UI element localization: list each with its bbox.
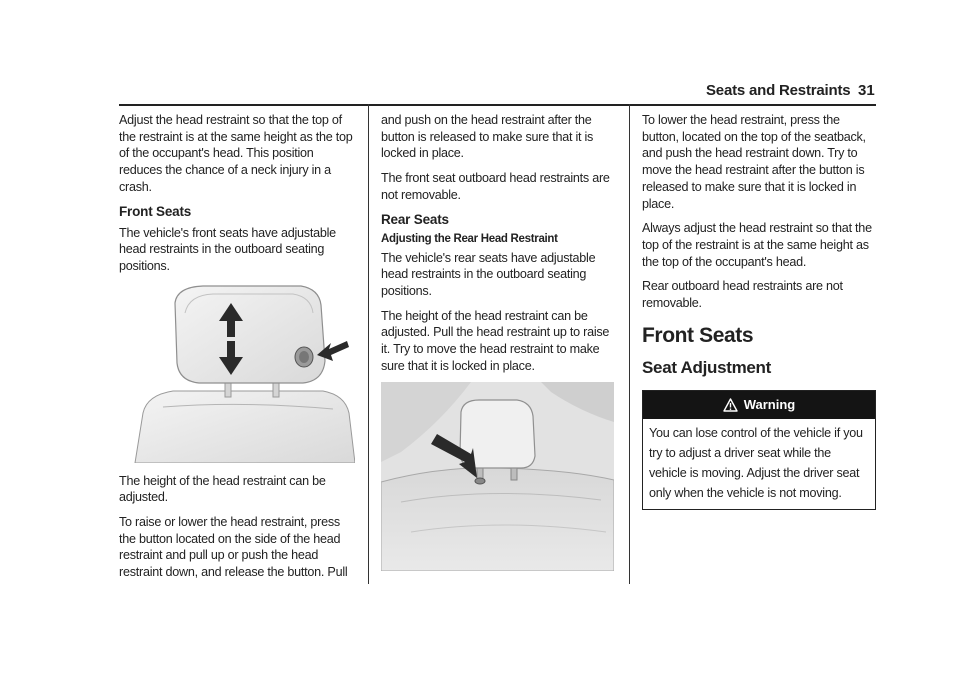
warning-body: [643, 419, 875, 509]
warning-box: [642, 390, 876, 510]
section-heading-seat-adjustment: Seat Adjustment: [642, 357, 772, 377]
paragraph: The height of the head restraint can be adjusted.: [119, 473, 326, 505]
paragraph: The vehicle's rear seats have adjustable head restraints in the outboard seating positions.: [381, 250, 596, 298]
paragraph: Adjust the head restraint so that the top of the restraint is at the same height as the top of the occupant's head. This position reduces the chance of a neck injury in a crash.: [119, 113, 353, 194]
subheading-adjusting-rear: Adjusting the Rear Head Restraint: [381, 232, 558, 245]
paragraph: The front seat outboard head restraints are not removable.: [381, 171, 610, 202]
column-3: [642, 112, 878, 510]
paragraph: The vehicle's front seats have adjustable head restraints in the outboard seating positions.: [119, 225, 336, 273]
paragraph: Rear outboard head restraints are not removable.: [642, 279, 843, 311]
subheading-rear-seats: Rear Seats: [381, 211, 449, 227]
section-heading-front-seats: Front Seats: [642, 323, 754, 347]
paragraph: To lower the head restraint, press the button, located on the top of the seatback, and push the head restraint down. Try to move the head restraint after the button is released to make sure that it is locked in place.: [642, 113, 866, 211]
rear-head-restraint-illustration: [381, 382, 614, 571]
page-number: 31: [858, 82, 875, 99]
warning-header: [643, 391, 875, 419]
front-head-restraint-illustration: [133, 283, 355, 463]
subheading-front-seats: Front Seats: [119, 203, 192, 219]
section-title: Seats and Restraints: [706, 82, 851, 99]
column-2: [381, 112, 617, 581]
column-1: [119, 112, 354, 589]
column-divider: [629, 104, 630, 584]
paragraph: The height of the head restraint can be adjusted. Pull the head restraint up to raise it. Try to move the head restraint to make sure that it is locked in place.: [381, 308, 610, 373]
warning-title: Warning: [743, 397, 796, 413]
warning-triangle-icon: [723, 398, 738, 412]
paragraph: To raise or lower the head restraint, press the button located on the side of the head restraint and pull up or push the head restraint down, and release the button. Pull: [119, 515, 348, 580]
header-rule: [119, 104, 876, 106]
column-divider: [368, 104, 369, 584]
paragraph: and push on the head restraint after the button is released to make sure that it is locked in place.: [381, 113, 594, 161]
paragraph: Always adjust the head restraint so that the top of the restraint is at the same height as the top of the occupant's head.: [642, 221, 872, 269]
warning-text: You can lose control of the vehicle if you try to adjust a driver seat while the vehicle is moving. Adjust the driver seat only when the vehicle is not moving.: [649, 425, 863, 500]
